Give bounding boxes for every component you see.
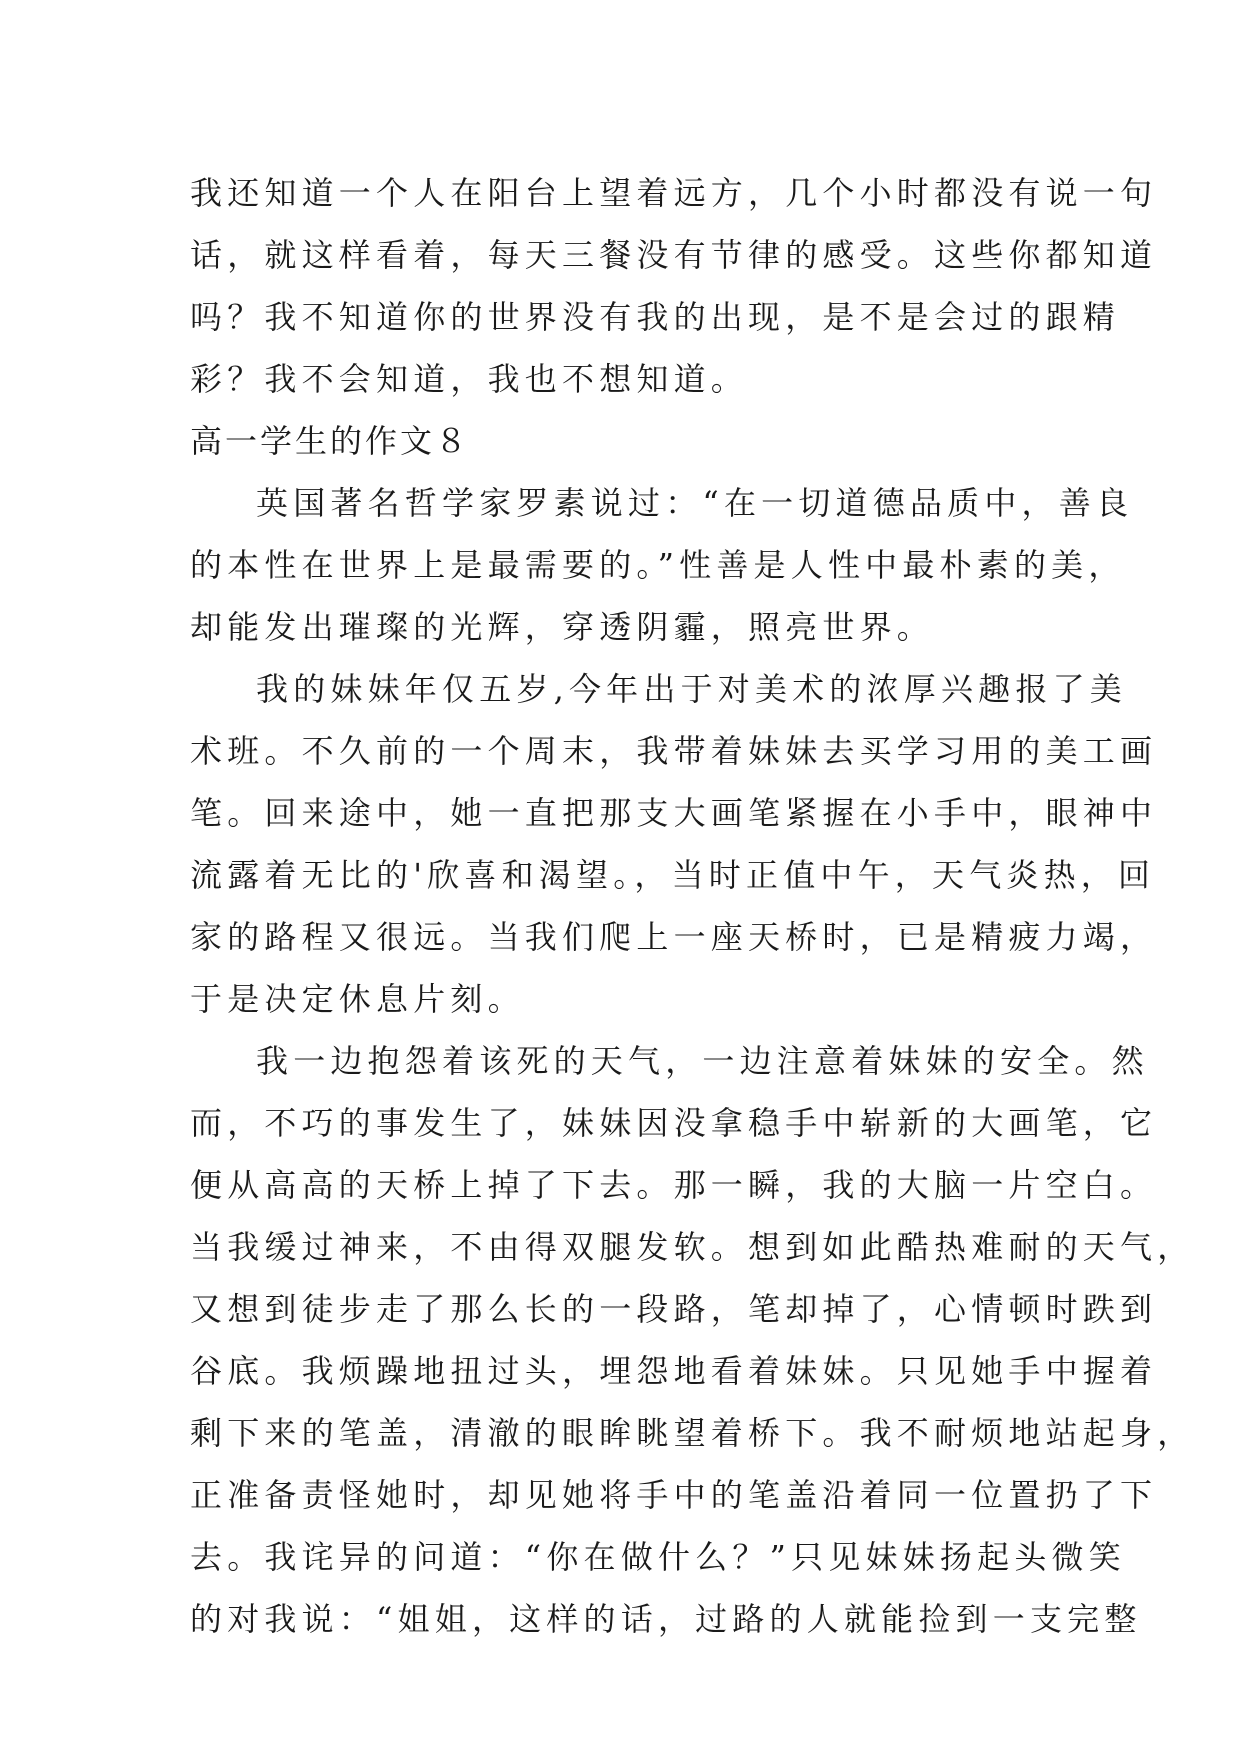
text-line: 去。我诧异的问道：“你在做什么？”只见妹妹扬起头微笑 (190, 1538, 1126, 1576)
text-line: 彩？我不会知道，我也不想知道。 (190, 360, 749, 398)
text-line: 而，不巧的事发生了，妹妹因没拿稳手中崭新的大画笔，它 (190, 1104, 1158, 1142)
document-body (190, 162, 1195, 1650)
text-line: 吗？我不知道你的世界没有我的出现，是不是会过的跟精 (190, 298, 1121, 336)
text-line: 我还知道一个人在阳台上望着远方，几个小时都没有说一句 (190, 174, 1158, 212)
section-heading (190, 410, 1070, 472)
text-line: 的对我说：“姐姐，这样的话，过路的人就能捡到一支完整 (190, 1600, 1142, 1638)
text-line: 却能发出璀璨的光辉，穿透阴霾，照亮世界。 (190, 608, 935, 646)
text-line: 的本性在世界上是最需要的。”性善是人性中最朴素的美， (190, 546, 1126, 584)
text-line: 剩下来的笔盖，清澈的眼眸眺望着桥下。我不耐烦地站起身， (190, 1414, 1195, 1452)
text-line: 于是决定休息片刻。 (190, 980, 525, 1018)
text-line: 又想到徒步走了那么长的一段路，笔却掉了，心情顿时跌到 (190, 1290, 1158, 1328)
text-line: 我的妹妹年仅五岁,今年出于对美术的浓厚兴趣报了美 (256, 670, 1127, 708)
text-line: 当我缓过神来，不由得双腿发软。想到如此酷热难耐的天气， (190, 1228, 1195, 1266)
text-line: 英国著名哲学家罗素说过：“在一切道德品质中，善良 (256, 484, 1134, 522)
text-line: 我一边抱怨着该死的天气，一边注意着妹妹的安全。然 (256, 1042, 1149, 1080)
text-line: 话，就这样看着，每天三餐没有节律的感受。这些你都知道 (190, 236, 1158, 274)
text-line: 流露着无比的'欣喜和渴望。，当时正值中午，天气炎热，回 (190, 856, 1156, 894)
paragraph (190, 1030, 1195, 1650)
text-line: 便从高高的天桥上掉了下去。那一瞬，我的大脑一片空白。 (190, 1166, 1158, 1204)
text-line: 正准备责怪她时，却见她将手中的笔盖沿着同一位置扔了下 (190, 1476, 1158, 1514)
text-line: 家的路程又很远。当我们爬上一座天桥时，已是精疲力竭， (190, 918, 1158, 956)
paragraph (190, 658, 1158, 1030)
paragraph (190, 162, 1158, 410)
text-line: 谷底。我烦躁地扭过头，埋怨地看着妹妹。只见她手中握着 (190, 1352, 1158, 1390)
text-line: 笔。回来途中，她一直把那支大画笔紧握在小手中，眼神中 (190, 794, 1158, 832)
text-line: 高一学生的作文８ (190, 422, 471, 460)
paragraph (190, 472, 1134, 658)
text-line: 术班。不久前的一个周末，我带着妹妹去买学习用的美工画 (190, 732, 1158, 770)
